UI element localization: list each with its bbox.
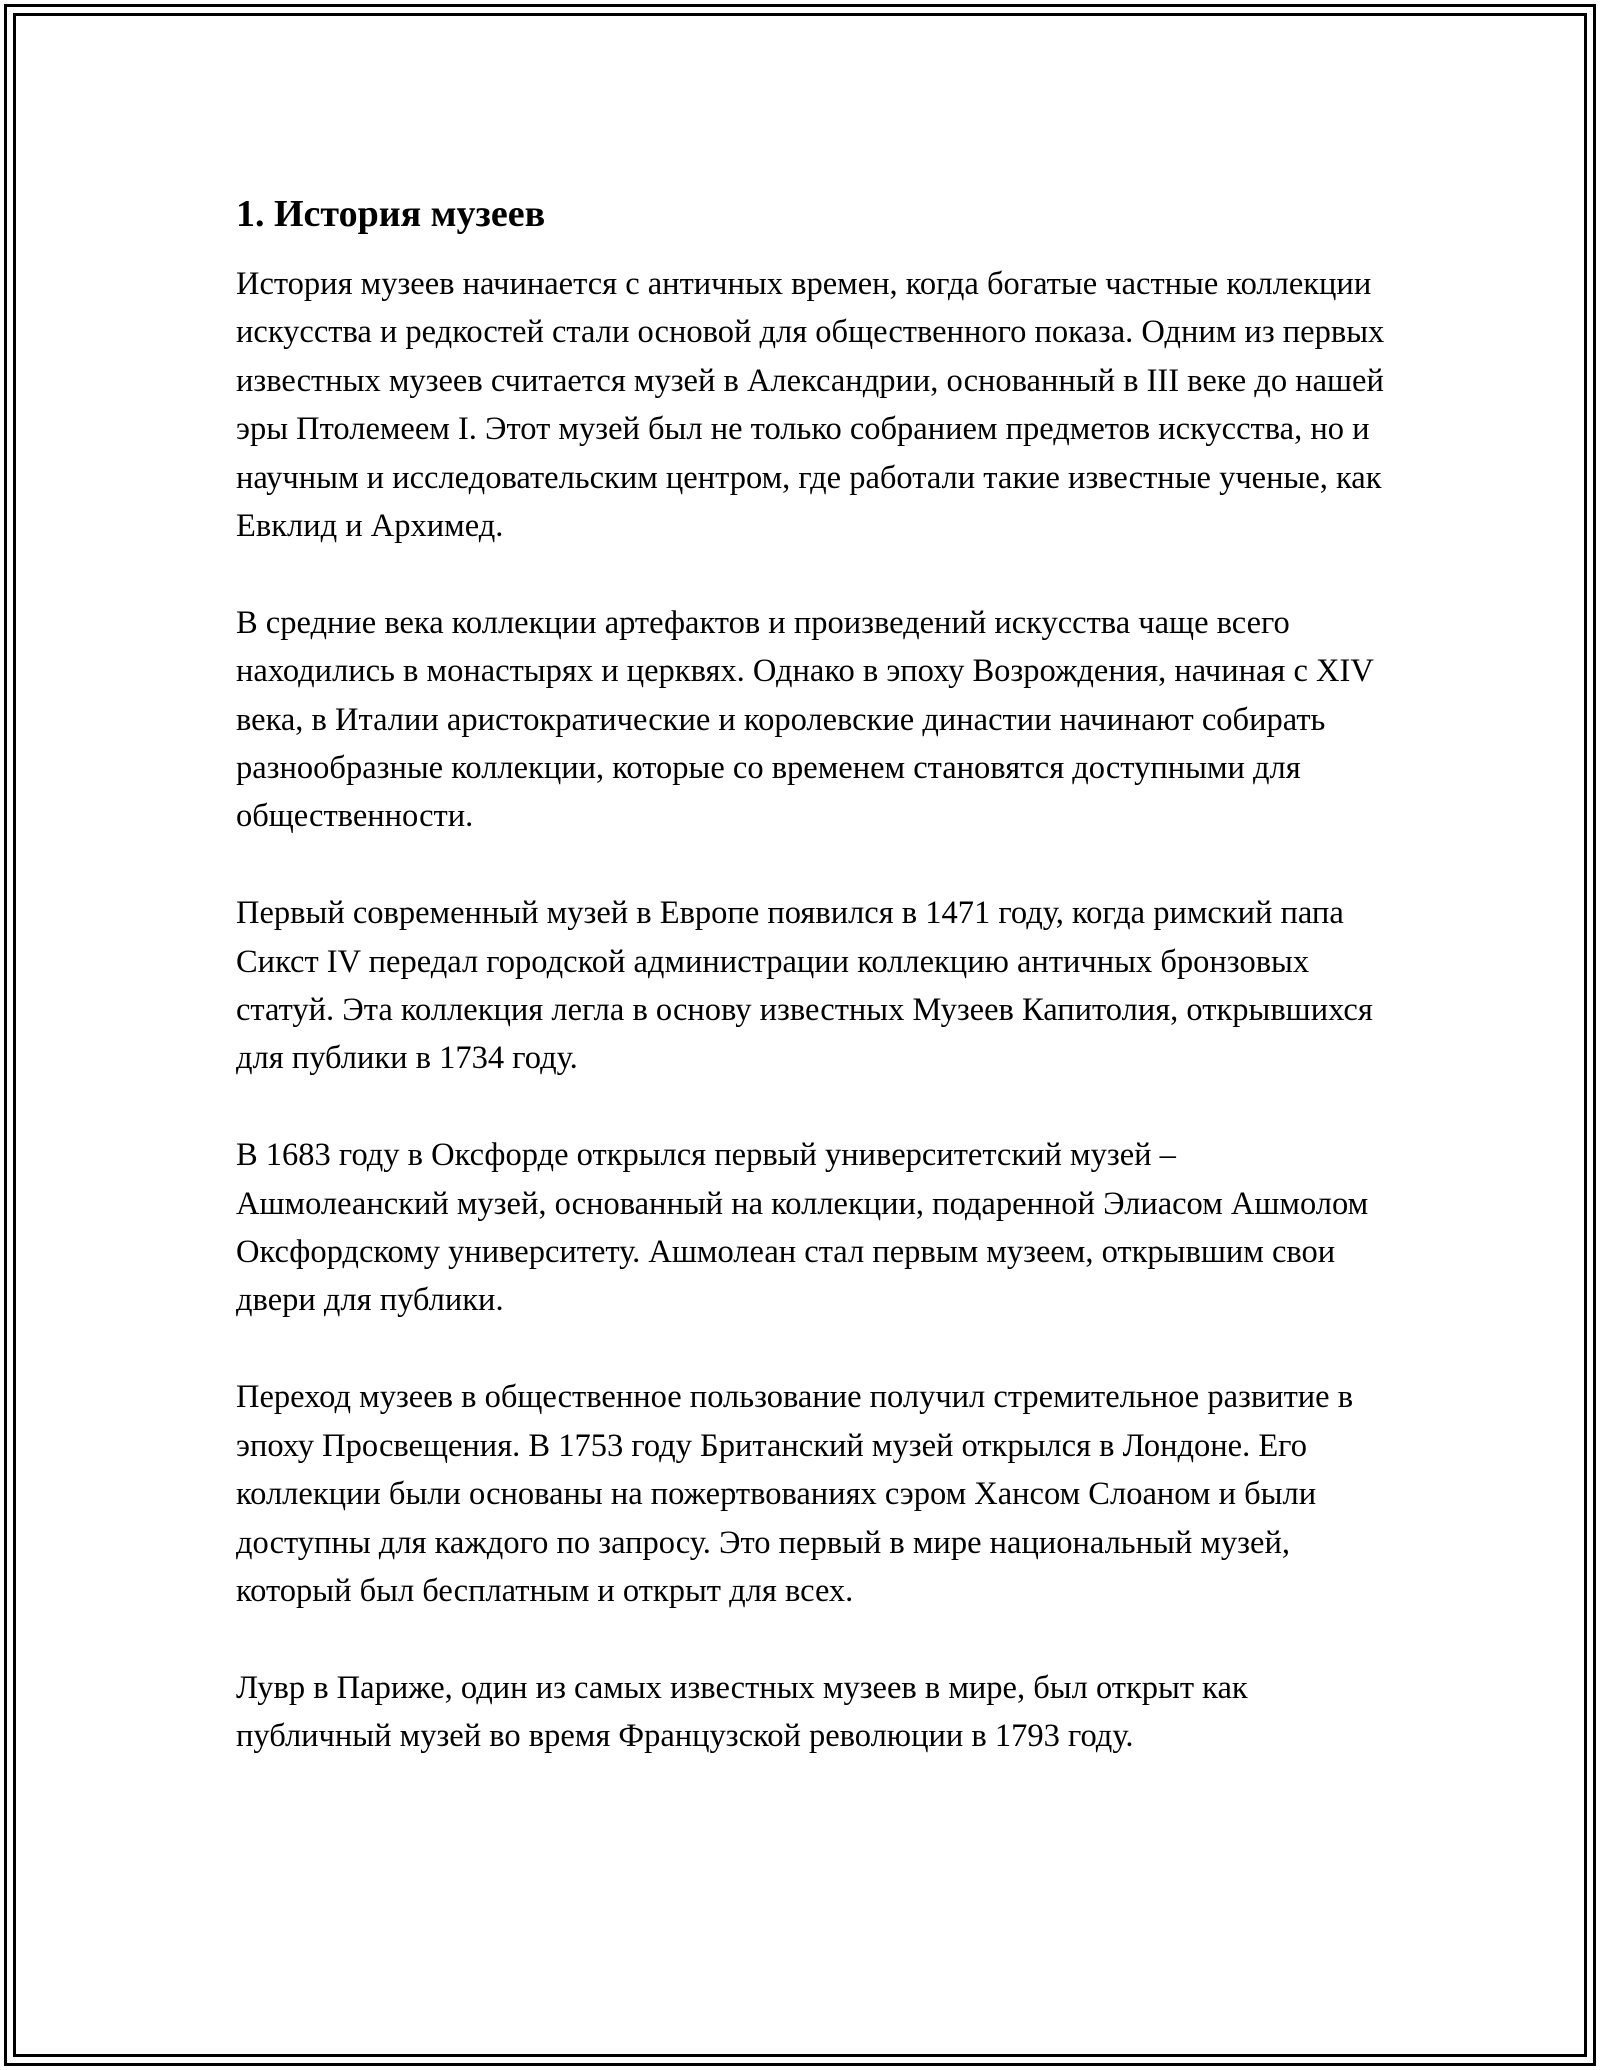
paragraph-middle-ages: В средние века коллекции артефактов и произведений искусства чаще всего находились в монастырях и церквях. Однако в эпоху Возрождения, начиная с XIV века, в Италии аристократические и королевские династии начинают собирать разнообразные коллекции, которые со временем становятся доступными для общественности. [236, 604, 1374, 835]
paragraph-louvre: Лувр в Париже, один из самых известных музеев в мире, был открыт как публичный музей во время Французской революции в 1793 году. [236, 1669, 1248, 1755]
paragraph-alexandria: История музеев начинается с античных времен, когда богатые частные коллекции искусства и редкостей стали основой для общественного показа. Одним из первых известных музеев считается музей в Александрии, основанный в III веке до нашей эры Птолемеем I. Этот музей был не только собранием предметов искусства, но и научным и исследовательским центром, где работали такие известные ученые, как Евклид и Архимед. [236, 266, 1385, 545]
section-heading: 1. История музеев [236, 193, 546, 235]
paragraph-capitoline: Первый современный музей в Европе появился в 1471 году, когда римский папа Сикст IV передал городской администрации коллекцию античных бронзовых статуй. Эта коллекция легла в основу известных Музеев Капитолия, открывшихся для публики в 1734 году. [236, 895, 1373, 1077]
document-body [236, 188, 1386, 1809]
paragraph-british-museum: Переход музеев в общественное пользование получил стремительное развитие в эпоху Просвещения. В 1753 году Британский музей открылся в Лондоне. Его коллекции были основаны на пожертвованиях сэром Хансом Слоаном и были доступны для каждого по запросу. Это первый в мире национальный музей, который был бесплатным и открыт для всех. [236, 1379, 1354, 1609]
paragraph-ashmolean: В 1683 году в Оксфорде открылся первый университетский музей – Ашмолеанский музей, основанный на коллекции, подаренной Элиасом Ашмолом Оксфордскому университету. Ашмолеан стал первым музеем, открывшим свои двери для публики. [236, 1137, 1369, 1319]
